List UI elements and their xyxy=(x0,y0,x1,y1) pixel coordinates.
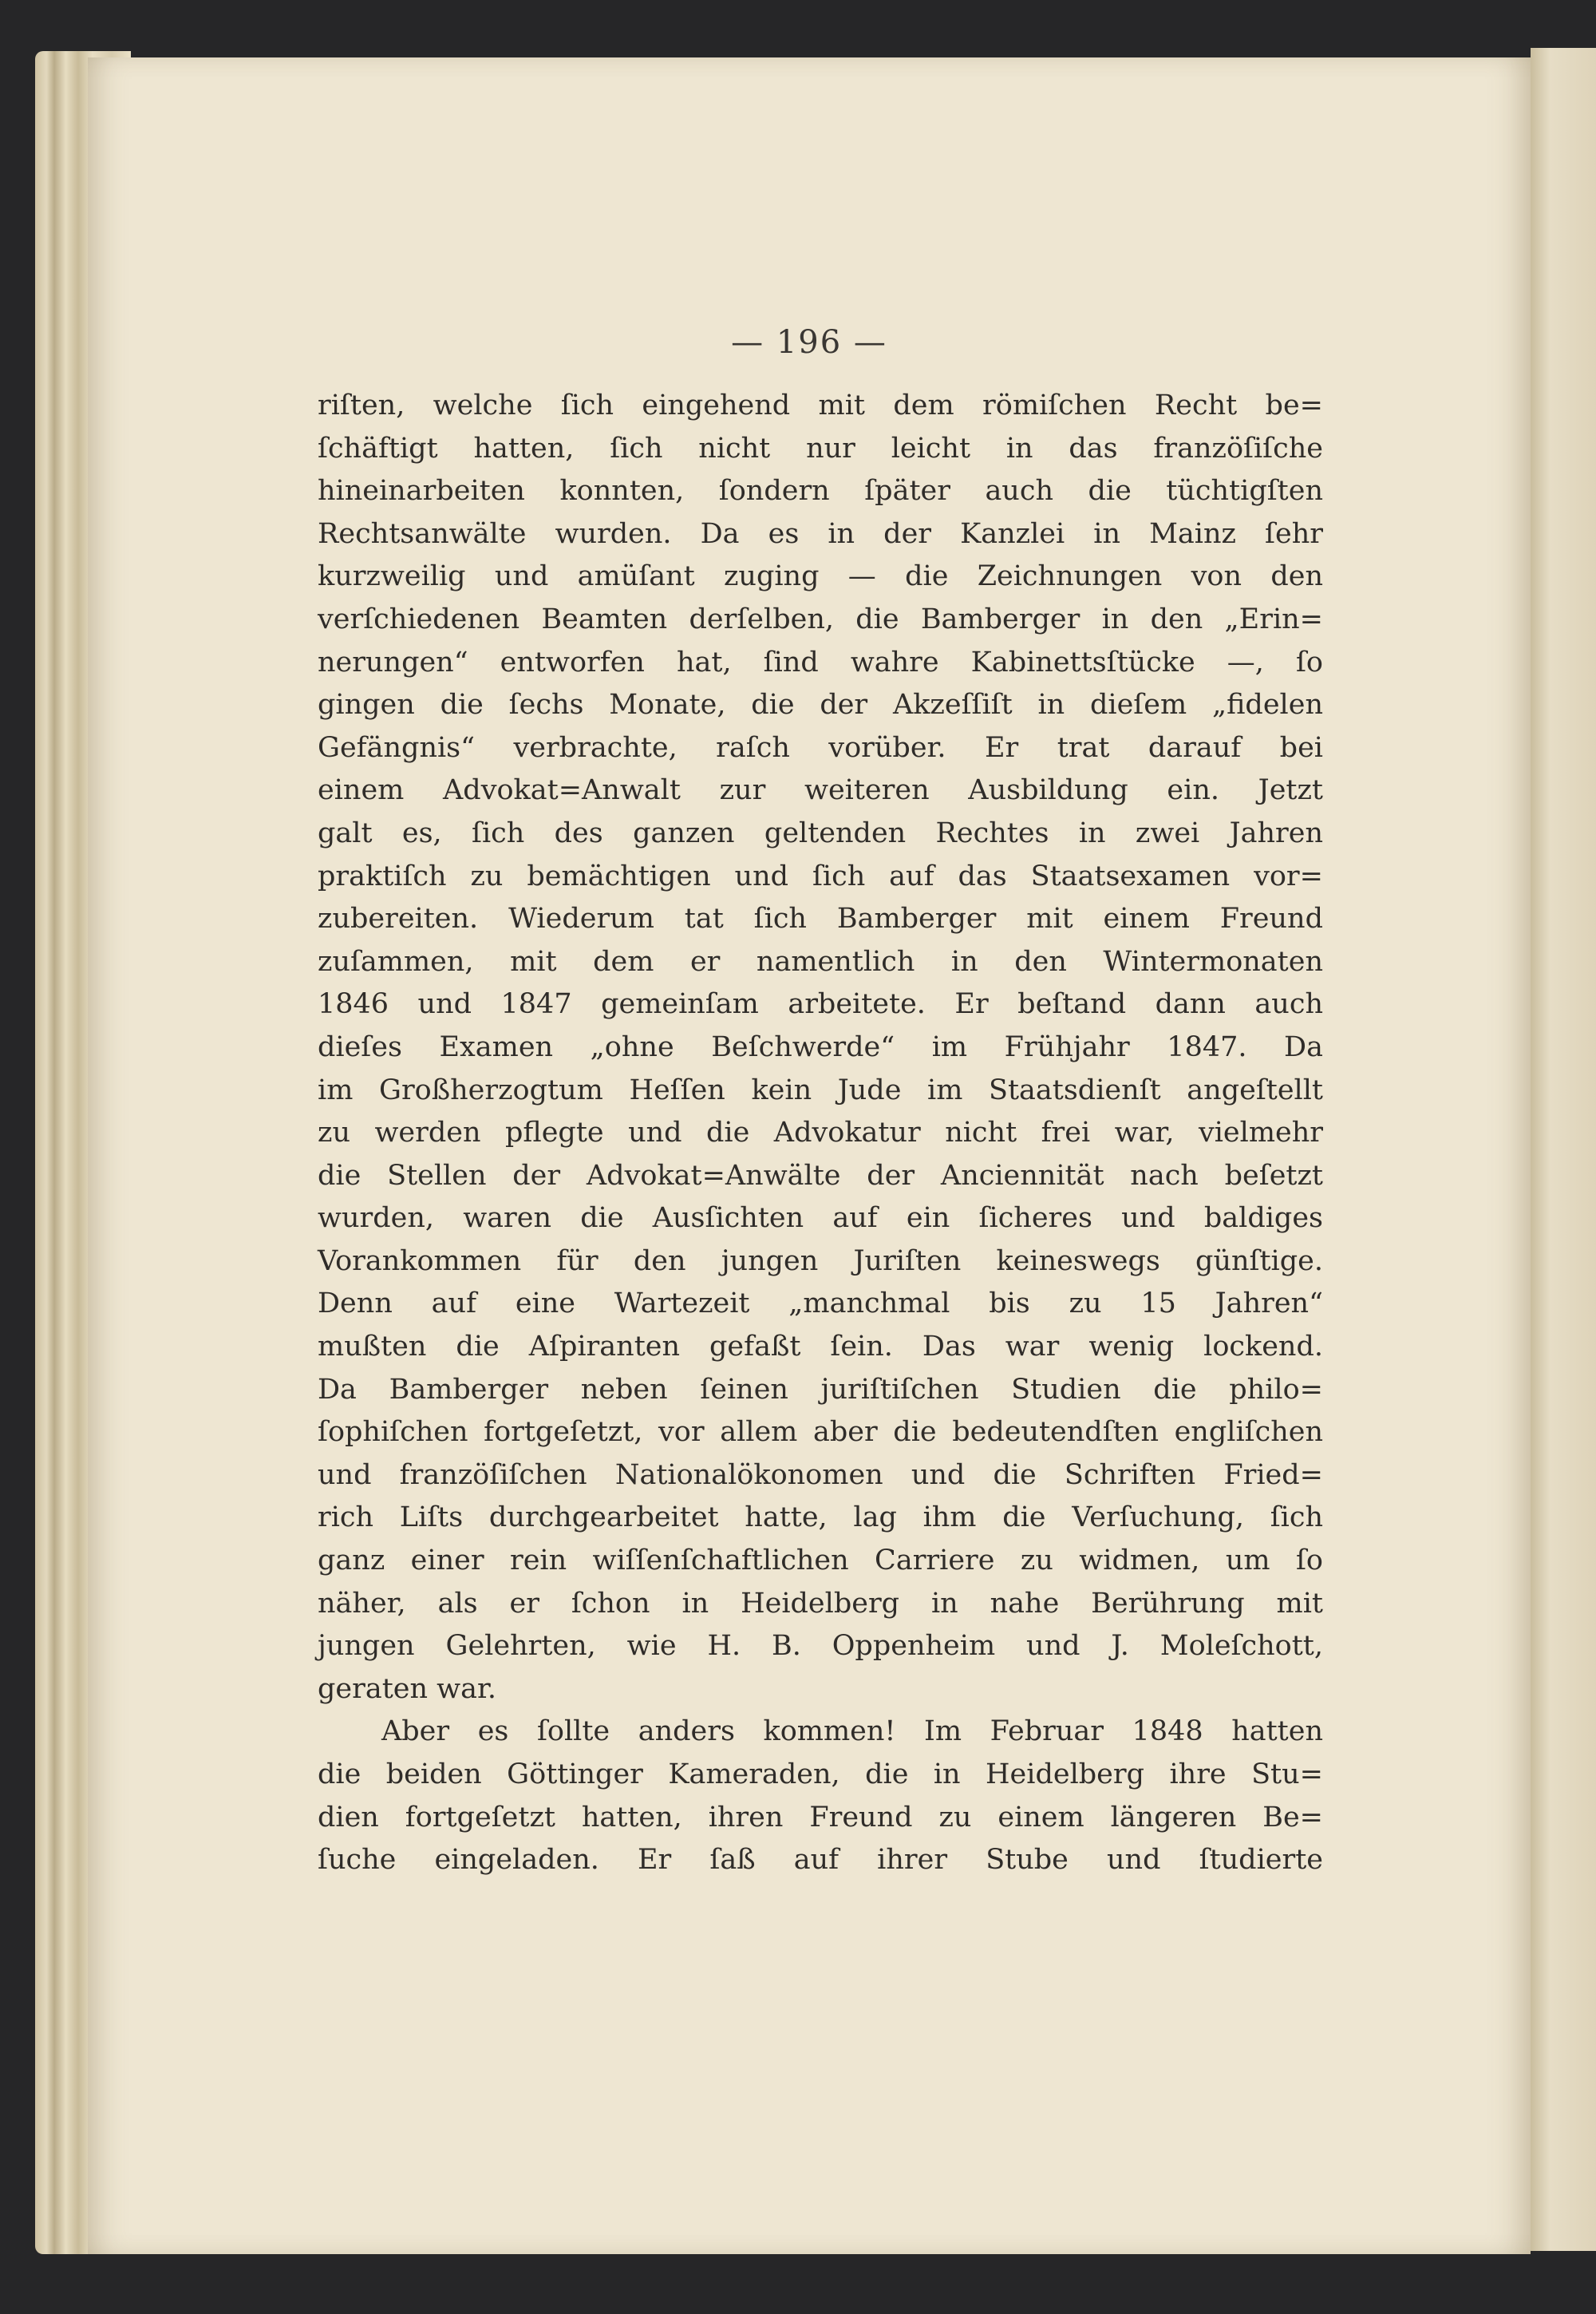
text-line: rich Liſts durchgearbeitet hatte, lag ihm die Verſuchung, ſich xyxy=(318,1501,1323,1534)
page-number: — 196 — xyxy=(731,324,887,361)
text-line: ſchäftigt hatten, ſich nicht nur leicht in das franzöſiſche xyxy=(318,432,1323,465)
text-line: verſchiedenen Beamten derſelben, die Bamberger in den „Erin= xyxy=(318,603,1323,635)
text-line: jungen Gelehrten, wie H. B. Oppenheim und J. Moleſchott, xyxy=(318,1630,1323,1663)
text-line: praktiſch zu bemächtigen und ſich auf das Staatsexamen vor= xyxy=(318,860,1323,892)
text-line: ſophiſchen fortgeſetzt, vor allem aber die bedeutendſten engliſchen xyxy=(318,1416,1323,1449)
text-line: wurden, waren die Ausſichten auf ein ſicheres und baldiges xyxy=(318,1202,1323,1235)
text-line: im Großherzogtum Heſſen kein Jude im Staatsdienſt angeſtellt xyxy=(318,1074,1323,1106)
text-line: Aber es ſollte anders kommen! Im Februar 1848 hatten xyxy=(381,1715,1323,1748)
text-line: gingen die ſechs Monate, die der Akzeſſiſt in dieſem „fidelen xyxy=(318,689,1323,722)
text-line: Rechtsanwälte wurden. Da es in der Kanzlei in Mainz ſehr xyxy=(318,517,1323,550)
facing-page-edge xyxy=(1531,48,1596,2251)
text-line: hineinarbeiten konnten, ſondern ſpäter auch die tüchtigſten xyxy=(318,475,1323,508)
body-text xyxy=(318,385,1323,1882)
text-line: riſten, welche ſich eingehend mit dem römiſchen Recht be= xyxy=(318,390,1323,421)
text-line: kurzweilig und amüſant zuging — die Zeichnungen von den xyxy=(318,560,1323,593)
text-line: 1846 und 1847 gemeinſam arbeitete. Er beſtand dann auch xyxy=(318,988,1323,1021)
text-line: zubereiten. Wiederum tat ſich Bamberger mit einem Freund xyxy=(318,903,1323,935)
text-line: die Stellen der Advokat=Anwälte der Anciennität nach beſetzt xyxy=(318,1159,1323,1192)
text-line: galt es, ſich des ganzen geltenden Rechtes in zwei Jahren xyxy=(318,817,1323,849)
text-line: Gefängnis“ verbrachte, raſch vorüber. Er trat darauf bei xyxy=(318,731,1323,764)
text-line: ganz einer rein wiſſenſchaftlichen Carriere zu widmen, um ſo xyxy=(318,1545,1323,1577)
text-line: und franzöſiſchen Nationalökonomen und die Schriften Fried= xyxy=(318,1458,1323,1491)
text-line: Vorankommen für den jungen Juriſten keineswegs günſtige. xyxy=(318,1244,1323,1277)
text-line: nerungen“ entworfen hat, ſind wahre Kabinettsſtücke —, ſo xyxy=(318,646,1323,678)
text-line: näher, als er ſchon in Heidelberg in nahe Berührung mit xyxy=(318,1587,1323,1620)
text-line: die beiden Göttinger Kameraden, die in Heidelberg ihre Stu= xyxy=(318,1758,1323,1790)
text-line: geraten war. xyxy=(318,1672,496,1705)
text-line: ſuche eingeladen. Er ſaß auf ihrer Stube und ſtudierte xyxy=(318,1844,1323,1877)
text-line: mußten die Aſpiranten gefaßt ſein. Das war wenig lockend. xyxy=(318,1331,1323,1363)
text-line: Denn auf eine Wartezeit „manchmal bis zu 15 Jahren“ xyxy=(318,1288,1323,1320)
text-line: dien fortgeſetzt hatten, ihren Freund zu einem längeren Be= xyxy=(318,1801,1323,1833)
text-line: zuſammen, mit dem er namentlich in den Wintermonaten xyxy=(318,945,1323,978)
text-line: dieſes Examen „ohne Beſchwerde“ im Frühjahr 1847. Da xyxy=(318,1030,1323,1063)
text-line: zu werden pflegte und die Advokatur nicht frei war, vielmehr xyxy=(318,1117,1323,1149)
text-line: Da Bamberger neben ſeinen juriſtiſchen Studien die philo= xyxy=(318,1373,1323,1406)
text-line: einem Advokat=Anwalt zur weiteren Ausbildung ein. Jetzt xyxy=(318,774,1323,807)
